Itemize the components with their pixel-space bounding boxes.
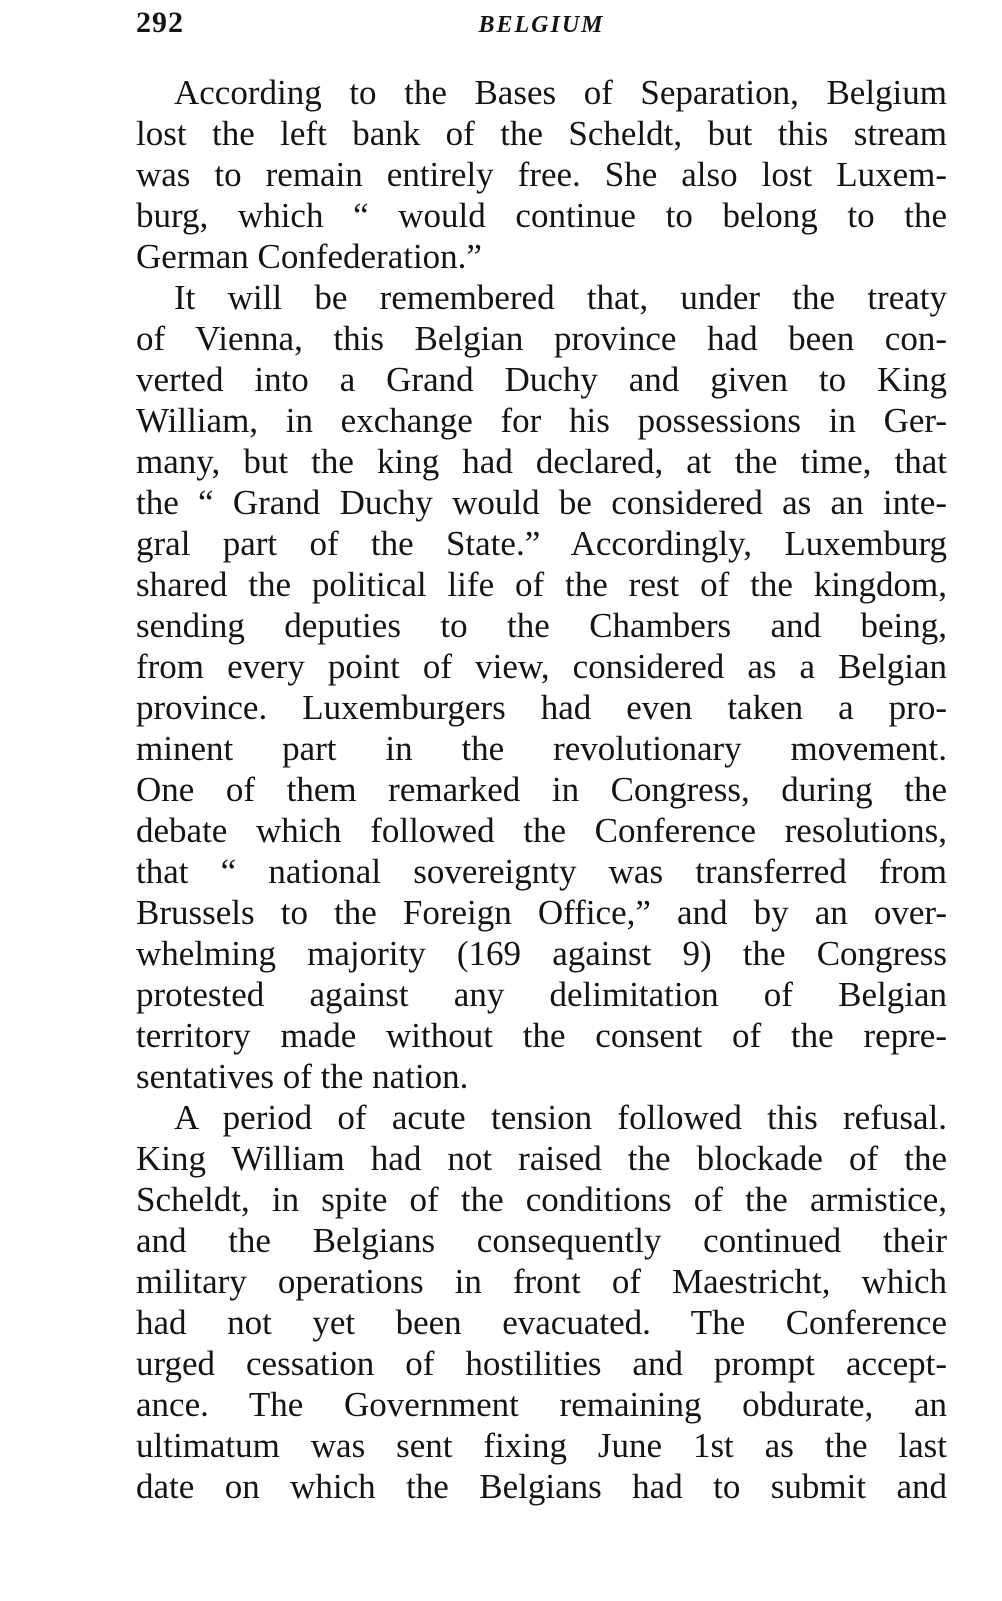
- body-text: [136, 72, 947, 1507]
- text-line: had not yet been evacuated. The Conference: [136, 1303, 947, 1342]
- text-line: ance. The Government remaining obdurate, an: [136, 1385, 947, 1424]
- running-head: [136, 6, 947, 50]
- text-line: province. Luxemburgers had even taken a pro-: [136, 688, 947, 727]
- text-line: and the Belgians consequently continued their: [136, 1221, 947, 1260]
- text-line: territory made without the consent of the repre-: [136, 1016, 947, 1055]
- text-line: lost the left bank of the Scheldt, but this stream: [136, 114, 947, 153]
- paragraph: [136, 277, 947, 1097]
- text-line: of Vienna, this Belgian province had been con-: [136, 319, 947, 358]
- text-line: date on which the Belgians had to submit and: [136, 1467, 947, 1506]
- text-line: William, in exchange for his possessions in Ger-: [136, 401, 947, 440]
- text-line: burg, which “ would continue to belong to the: [136, 196, 947, 235]
- text-line: military operations in front of Maestricht, which: [136, 1262, 947, 1301]
- text-line: Brussels to the Foreign Office,” and by an over-: [136, 893, 947, 932]
- text-line: minent part in the revolutionary movement.: [136, 729, 947, 768]
- text-line: debate which followed the Conference resolutions,: [136, 811, 947, 850]
- text-line: sending deputies to the Chambers and being,: [136, 606, 947, 645]
- page-number: 292: [136, 6, 184, 39]
- text-line: One of them remarked in Congress, during the: [136, 770, 947, 809]
- text-line: King William had not raised the blockade of the: [136, 1139, 947, 1178]
- text-line: According to the Bases of Separation, Belgium: [174, 73, 947, 112]
- text-line: gral part of the State.” Accordingly, Luxemburg: [136, 524, 947, 563]
- text-line: that “ national sovereignty was transferred from: [136, 852, 947, 891]
- running-title: BELGIUM: [478, 12, 605, 38]
- paragraph: [136, 72, 947, 277]
- text-line: ultimatum was sent fixing June 1st as the last: [136, 1426, 947, 1465]
- text-line: the “ Grand Duchy would be considered as an inte-: [136, 483, 947, 522]
- paragraph: [136, 1097, 947, 1507]
- text-line: A period of acute tension followed this refusal.: [174, 1098, 947, 1137]
- text-line: many, but the king had declared, at the time, that: [136, 442, 947, 481]
- text-line: urged cessation of hostilities and prompt accept-: [136, 1344, 947, 1383]
- text-line: verted into a Grand Duchy and given to King: [136, 360, 947, 399]
- text-line: It will be remembered that, under the treaty: [174, 278, 947, 317]
- text-line: from every point of view, considered as a Belgian: [136, 647, 947, 686]
- text-line: protested against any delimitation of Belgian: [136, 975, 947, 1014]
- text-line: was to remain entirely free. She also lost Luxem-: [136, 155, 947, 194]
- text-line: Scheldt, in spite of the conditions of the armistice,: [136, 1180, 947, 1219]
- text-line: sentatives of the nation.: [136, 1057, 469, 1096]
- text-line: German Confederation.”: [136, 237, 482, 276]
- text-line: whelming majority (169 against 9) the Congress: [136, 934, 947, 973]
- text-line: shared the political life of the rest of the kingdom,: [136, 565, 947, 604]
